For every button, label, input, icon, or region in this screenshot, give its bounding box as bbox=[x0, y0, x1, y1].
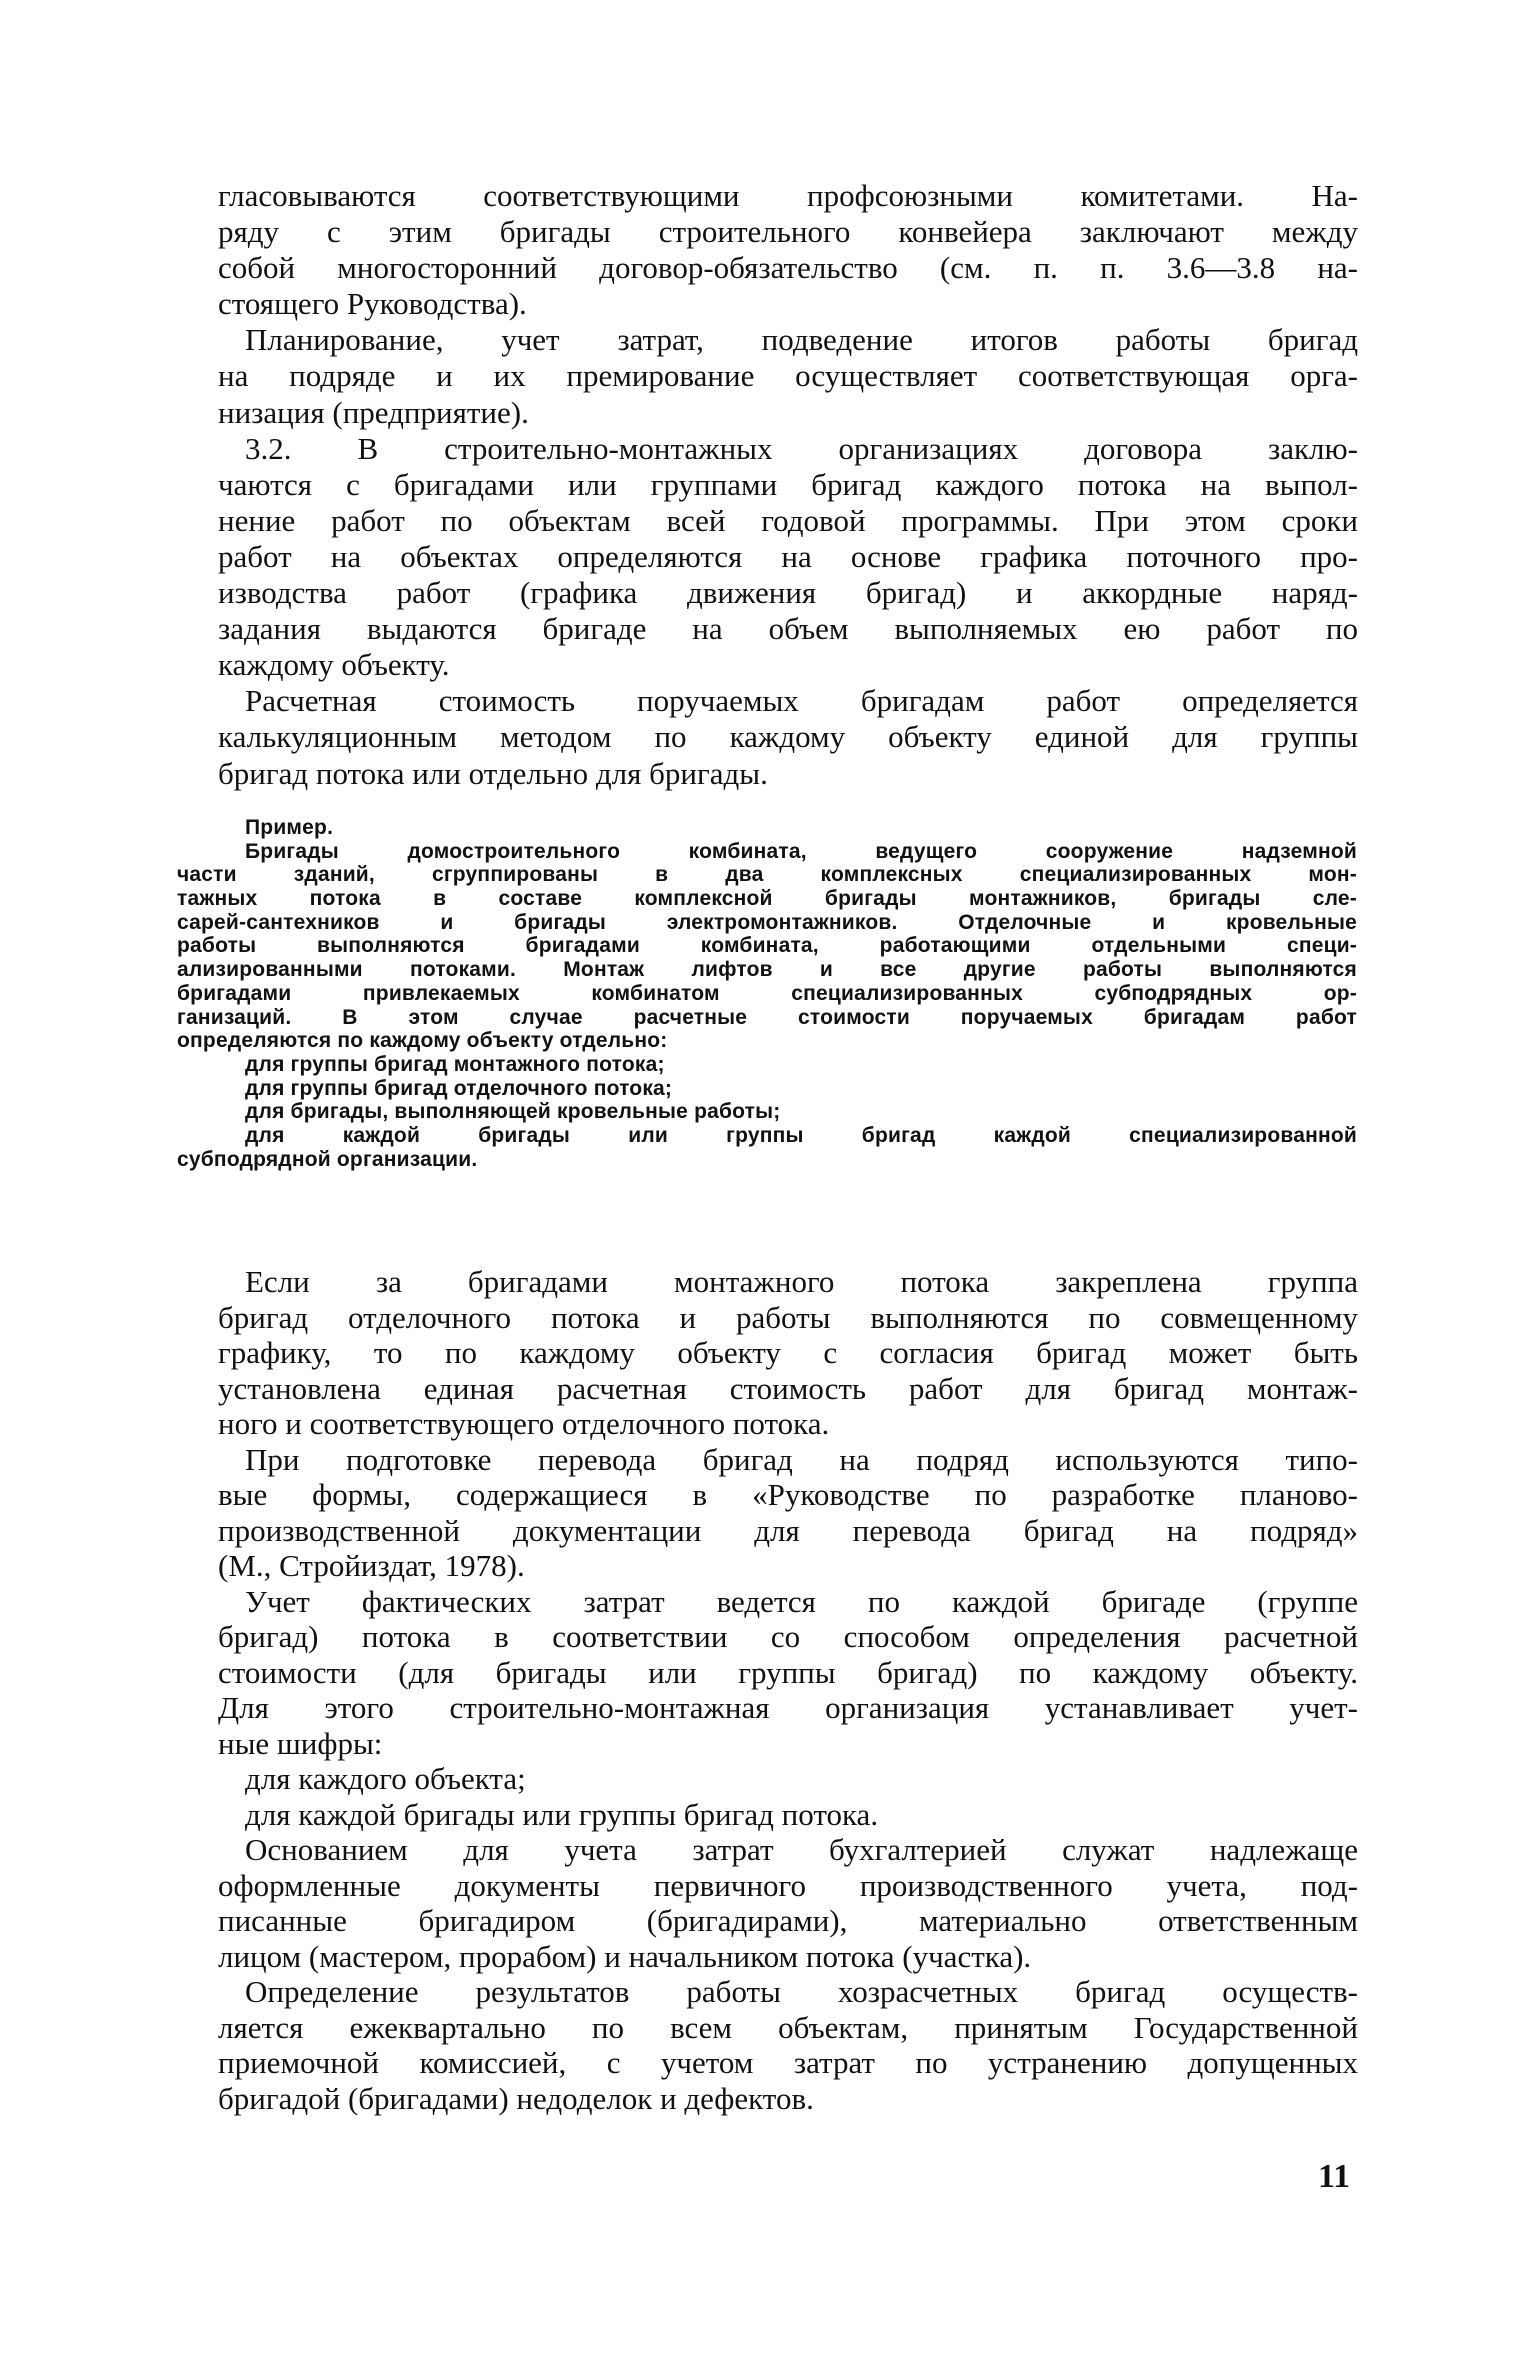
text-line: на подряде и их премирование осуществляет соответствующая орга- bbox=[218, 358, 1358, 394]
example-block bbox=[177, 816, 1357, 1171]
text-line: 3.2. В строительно-монтажных организациях договора заклю- bbox=[245, 430, 1358, 466]
text-line: для группы бригад отделочного потока; bbox=[245, 1076, 673, 1100]
paragraph bbox=[218, 1584, 1358, 1762]
paragraph bbox=[177, 1077, 1357, 1101]
text-line: Бригады домостроительного комбината, ведущего сооружение надземной bbox=[245, 839, 1357, 863]
paragraph bbox=[177, 1124, 1357, 1171]
text-line: бригадами привлекаемых комбинатом специализированных субподрядных ор- bbox=[177, 981, 1357, 1005]
paragraph bbox=[218, 178, 1358, 322]
text-line: ряду с этим бригады строительного конвейера заключают между bbox=[218, 214, 1358, 250]
paragraph bbox=[177, 1053, 1357, 1077]
top-text-block bbox=[218, 178, 1358, 792]
paragraph bbox=[218, 683, 1358, 791]
paragraph bbox=[218, 1442, 1358, 1584]
text-line: ганизаций. В этом случае расчетные стоимости поручаемых бригадам работ bbox=[177, 1005, 1357, 1029]
text-line: бригадой (бригадами) недоделок и дефектов. bbox=[218, 2080, 814, 2116]
paragraph bbox=[218, 322, 1358, 430]
example-body bbox=[177, 840, 1357, 1172]
lower-text-block bbox=[218, 1264, 1358, 2116]
text-line: чаются с бригадами или группами бригад каждого потока на выпол- bbox=[218, 466, 1358, 502]
text-line: При подготовке перевода бригад на подряд используются типо- bbox=[245, 1441, 1358, 1477]
example-heading: Пример. bbox=[245, 816, 334, 839]
text-line: изводства работ (графика движения бригад) и аккордные наряд- bbox=[218, 575, 1358, 611]
text-line: Определение результатов работы хозрасчетных бригад осуществ- bbox=[245, 1974, 1358, 2009]
text-line: определяются по каждому объекту отдельно: bbox=[177, 1029, 668, 1053]
text-line: Планирование, учет затрат, подведение итогов работы бригад bbox=[245, 322, 1358, 358]
paragraph bbox=[218, 1974, 1358, 2116]
text-line: Для этого строительно-монтажная организация устанавливает учет- bbox=[218, 1690, 1358, 1725]
text-line: работы выполняются бригадами комбината, работающими отдельными специ- bbox=[177, 934, 1357, 958]
text-line: производственной документации для перевода бригад на подряд» bbox=[218, 1512, 1358, 1548]
text-line: каждому объекту. bbox=[218, 647, 450, 683]
text-line: калькуляционным методом по каждому объекту единой для группы bbox=[218, 719, 1358, 755]
paragraph bbox=[218, 1832, 1358, 1974]
text-line: Расчетная стоимость поручаемых бригадам работ определяется bbox=[245, 683, 1358, 719]
text-line: тажных потока в составе комплексной бригады монтажников, бригады сле- bbox=[177, 887, 1357, 911]
text-line: писанные бригадиром (бригадирами), материально ответственным bbox=[218, 1903, 1358, 1938]
paragraph bbox=[177, 840, 1357, 1053]
text-line: субподрядной организации. bbox=[177, 1147, 478, 1171]
text-line: ляется ежеквартально по всем объектам, принятым Государственной bbox=[218, 2009, 1358, 2045]
text-line: Если за бригадами монтажного потока закреплена группа bbox=[245, 1264, 1358, 1299]
text-line: для каждого объекта; bbox=[245, 1761, 526, 1796]
text-line: ализированными потоками. Монтаж лифтов и все другие работы выполняются bbox=[177, 958, 1357, 982]
text-line: приемочной комиссией, с учетом затрат по устранению допущенных bbox=[218, 2045, 1358, 2080]
text-line: графику, то по каждому объекту с согласия бригад может быть bbox=[218, 1335, 1358, 1370]
text-line: сарей-сантехников и бригады электромонтажников. Отделочные и кровельные bbox=[177, 910, 1357, 934]
paragraph bbox=[218, 1761, 1358, 1797]
text-line: для каждой бригады или группы бригад потока. bbox=[245, 1796, 879, 1832]
text-line: собой многосторонний договор-обязательство (см. п. п. 3.6—3.8 на- bbox=[218, 250, 1358, 286]
paragraph bbox=[218, 1264, 1358, 1442]
text-line: гласовываются соответствующими профсоюзными комитетами. На- bbox=[218, 178, 1358, 213]
text-line: для каждой бригады или группы бригад каждой специализированной bbox=[245, 1123, 1357, 1147]
text-line: ные шифры: bbox=[218, 1725, 383, 1761]
text-line: для группы бригад монтажного потока; bbox=[245, 1052, 665, 1076]
text-line: установлена единая расчетная стоимость работ для бригад монтаж- bbox=[218, 1370, 1358, 1406]
text-line: Учет фактических затрат ведется по каждой бригаде (группе bbox=[245, 1583, 1358, 1619]
paragraph bbox=[218, 1797, 1358, 1833]
text-line: стоимости (для бригады или группы бригад) по каждому объекту. bbox=[218, 1654, 1358, 1690]
paragraph bbox=[218, 431, 1358, 684]
text-line: низация (предприятие). bbox=[218, 394, 529, 430]
text-line: для бригады, выполняющей кровельные работы; bbox=[245, 1100, 781, 1124]
text-line: лицом (мастером, прорабом) и начальником потока (участка). bbox=[218, 1938, 1032, 1974]
text-line: задания выдаются бригаде на объем выполняемых ею работ по bbox=[218, 611, 1358, 647]
text-line: ного и соответствующего отделочного потока. bbox=[218, 1406, 830, 1441]
text-line: (М., Стройиздат, 1978). bbox=[218, 1548, 525, 1583]
page-number: 11 bbox=[1318, 2158, 1351, 2195]
text-line: нение работ по объектам всей годовой программы. При этом сроки bbox=[218, 502, 1358, 538]
text-line: бригад) потока в соответствии со способом определения расчетной bbox=[218, 1619, 1358, 1654]
text-line: оформленные документы первичного производственного учета, под- bbox=[218, 1867, 1358, 1903]
text-line: бригад отделочного потока и работы выполняются по совмещенному bbox=[218, 1299, 1358, 1335]
paragraph bbox=[177, 1100, 1357, 1124]
text-line: работ на объектах определяются на основе графика поточного про- bbox=[218, 538, 1358, 574]
text-line: стоящего Руководства). bbox=[218, 286, 527, 322]
text-line: Основанием для учета затрат бухгалтерией служат надлежаще bbox=[245, 1832, 1358, 1867]
text-line: вые формы, содержащиеся в «Руководстве по разработке планово- bbox=[218, 1477, 1358, 1512]
text-line: бригад потока или отдельно для бригады. bbox=[218, 755, 768, 791]
text-line: части зданий, сгруппированы в два комплексных специализированных мон- bbox=[177, 863, 1357, 887]
